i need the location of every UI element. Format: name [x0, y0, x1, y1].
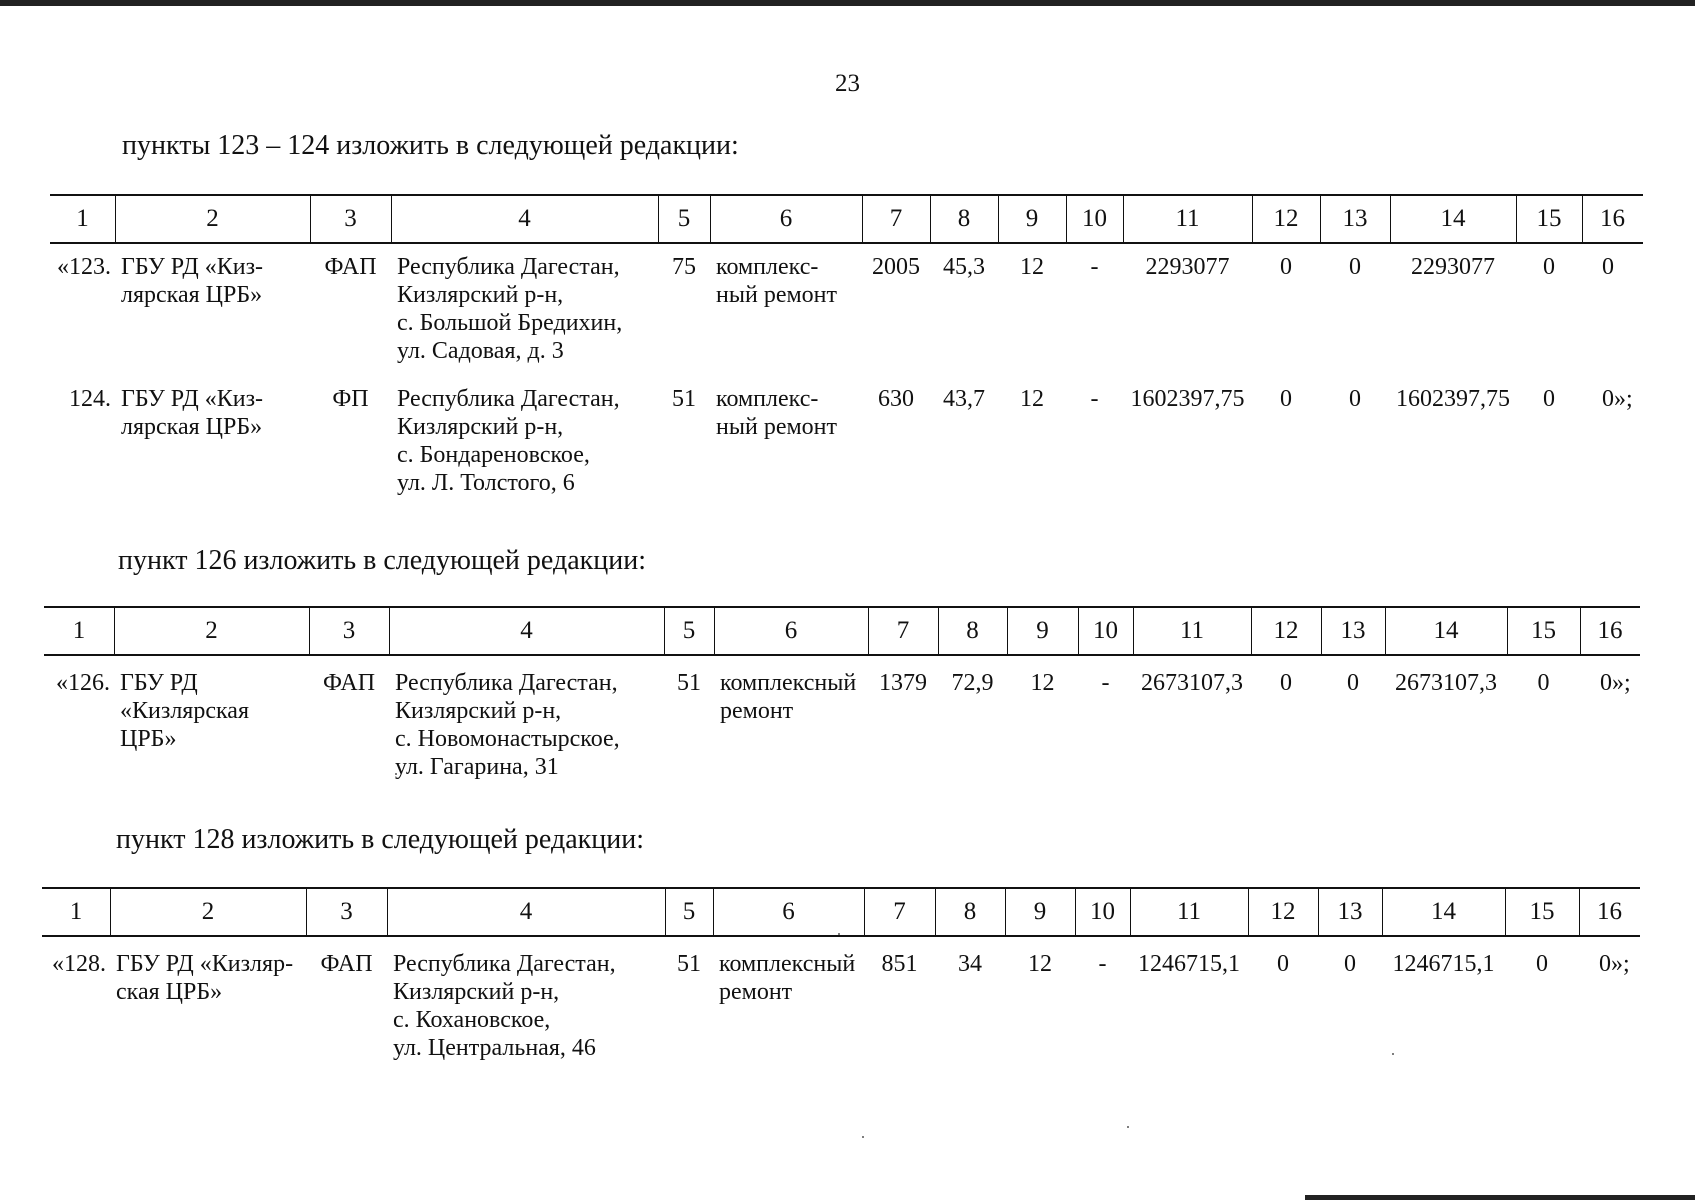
column-header-4: 4 [518, 205, 531, 232]
cell-col-10: - [1090, 254, 1099, 280]
column-header-5: 5 [677, 205, 691, 232]
cell-col-6: комплексный ремонт [719, 951, 856, 1005]
cell-col-2: ГБУ РД «Киз- лярская ЦРБ» [121, 386, 264, 440]
column-header-13: 13 [1337, 898, 1363, 925]
cell-col-9: 12 [1030, 670, 1055, 696]
column-header-5: 5 [682, 898, 696, 925]
cell-col-16: 0 [1602, 254, 1614, 280]
column-header-10: 10 [1090, 898, 1115, 925]
cell-col-16: 0»; [1602, 386, 1633, 412]
cell-col-15: 0 [1537, 670, 1550, 696]
cell-col-3: ФАП [324, 254, 377, 280]
cell-col-8: 72,9 [951, 670, 994, 696]
cell-col-10: - [1090, 386, 1099, 412]
scan-speck [1127, 1126, 1129, 1128]
cell-col-6: комплекс- ный ремонт [716, 254, 837, 308]
column-header-7: 7 [893, 898, 906, 925]
column-header-11: 11 [1179, 617, 1205, 644]
column-header-11: 11 [1176, 898, 1202, 925]
cell-col-9: 12 [1028, 951, 1052, 977]
section-table [44, 607, 1640, 787]
cell-col-15: 0 [1536, 951, 1548, 977]
column-header-16: 16 [1597, 898, 1622, 925]
cell-col-11: 2293077 [1145, 254, 1230, 280]
column-header-6: 6 [779, 205, 793, 232]
cell-col-5: 51 [672, 386, 696, 412]
column-header-12: 12 [1273, 205, 1299, 232]
section-intro: пункт 126 изложить в следующей редакции: [118, 545, 646, 576]
column-header-3: 3 [340, 898, 353, 925]
cell-col-14: 1602397,75 [1396, 386, 1510, 412]
cell-col-5: 75 [672, 254, 696, 280]
cell-col-10: - [1098, 951, 1107, 977]
column-header-5: 5 [682, 617, 696, 644]
cell-col-13: 0 [1349, 386, 1361, 412]
column-header-7: 7 [896, 617, 910, 644]
cell-col-14: 2293077 [1411, 254, 1495, 280]
column-header-3: 3 [342, 617, 356, 644]
scan-bottom-edge [1305, 1195, 1695, 1200]
column-header-14: 14 [1440, 205, 1466, 232]
column-header-10: 10 [1082, 205, 1107, 232]
cell-col-4: Республика Дагестан, Кизлярский р-н, с. Кохановское, ул. Центральная, 46 [393, 951, 616, 1061]
cell-col-14: 1246715,1 [1392, 951, 1495, 977]
cell-col-16: 0»; [1599, 951, 1630, 977]
cell-col-12: 0 [1280, 386, 1292, 412]
cell-col-7: 2005 [872, 254, 920, 280]
cell-col-8: 45,3 [943, 254, 985, 280]
column-header-2: 2 [206, 205, 219, 232]
column-header-4: 4 [520, 617, 533, 644]
column-header-16: 16 [1600, 205, 1625, 232]
section-table [50, 195, 1643, 515]
column-header-7: 7 [889, 205, 903, 232]
column-header-6: 6 [784, 617, 798, 644]
column-header-13: 13 [1340, 617, 1366, 644]
cell-col-5: 51 [677, 670, 701, 696]
cell-col-3: ФАП [322, 670, 376, 696]
column-header-13: 13 [1342, 205, 1368, 232]
cell-col-4: Республика Дагестан, Кизлярский р-н, с. Большой Бредихин, ул. Садовая, д. 3 [397, 254, 623, 364]
cell-col-8: 34 [958, 951, 982, 977]
column-header-3: 3 [344, 205, 357, 232]
column-header-14: 14 [1433, 617, 1459, 644]
cell-col-13: 0 [1347, 670, 1359, 696]
cell-col-1: «126. [56, 670, 110, 696]
cell-col-1: «128. [52, 951, 106, 977]
column-header-2: 2 [205, 617, 218, 644]
cell-col-4: Республика Дагестан, Кизлярский р-н, с. Бондареновское, ул. Л. Толстого, 6 [397, 386, 620, 496]
cell-col-1: 124. [69, 386, 111, 412]
column-header-12: 12 [1273, 617, 1299, 644]
cell-col-12: 0 [1277, 951, 1289, 977]
scan-speck [862, 1136, 864, 1138]
cell-col-7: 1379 [879, 670, 927, 696]
column-header-6: 6 [782, 898, 795, 925]
column-header-15: 15 [1529, 898, 1555, 925]
cell-col-2: ГБУ РД «Киз- лярская ЦРБ» [121, 254, 264, 308]
column-header-8: 8 [957, 205, 971, 232]
cell-col-4: Республика Дагестан, Кизлярский р-н, с. Новомонастырское, ул. Гагарина, 31 [395, 670, 620, 780]
cell-col-14: 2673107,3 [1395, 670, 1497, 696]
cell-col-11: 1602397,75 [1130, 386, 1245, 412]
cell-col-12: 0 [1280, 254, 1292, 280]
cell-col-2: ГБУ РД «Кизлярская ЦРБ» [120, 670, 249, 752]
cell-col-1: «123. [57, 254, 111, 280]
cell-col-12: 0 [1280, 670, 1292, 696]
cell-col-11: 2673107,3 [1141, 670, 1243, 696]
cell-col-11: 1246715,1 [1138, 951, 1240, 977]
column-header-2: 2 [201, 898, 215, 925]
section-table [42, 888, 1640, 1068]
cell-col-13: 0 [1344, 951, 1356, 977]
page-number: 23 [835, 70, 860, 97]
section-intro: пункты 123 – 124 изложить в следующей редакции: [122, 130, 739, 161]
cell-col-7: 851 [881, 951, 918, 977]
cell-col-3: ФП [332, 386, 369, 412]
cell-col-15: 0 [1543, 386, 1555, 412]
column-header-8: 8 [963, 898, 977, 925]
section-intro: пункт 128 изложить в следующей редакции: [116, 824, 644, 855]
column-header-4: 4 [519, 898, 533, 925]
cell-col-8: 43,7 [943, 386, 985, 412]
cell-col-6: комплексный ремонт [720, 670, 857, 724]
column-header-1: 1 [69, 898, 83, 925]
column-header-15: 15 [1536, 205, 1562, 232]
cell-col-5: 51 [677, 951, 701, 977]
column-header-9: 9 [1033, 898, 1047, 925]
column-header-12: 12 [1270, 898, 1296, 925]
cell-col-6: комплекс- ный ремонт [716, 386, 837, 440]
column-header-16: 16 [1597, 617, 1623, 644]
column-header-10: 10 [1093, 617, 1118, 644]
cell-col-10: - [1101, 670, 1110, 696]
column-header-11: 11 [1175, 205, 1200, 232]
cell-col-9: 12 [1020, 254, 1044, 280]
column-header-14: 14 [1431, 898, 1456, 925]
cell-col-15: 0 [1543, 254, 1555, 280]
cell-col-7: 630 [878, 386, 914, 412]
column-header-9: 9 [1025, 205, 1039, 232]
column-header-1: 1 [72, 617, 86, 644]
cell-col-9: 12 [1020, 386, 1044, 412]
cell-col-16: 0»; [1600, 670, 1631, 696]
column-header-8: 8 [966, 617, 979, 644]
column-header-9: 9 [1036, 617, 1049, 644]
cell-col-13: 0 [1349, 254, 1361, 280]
column-header-15: 15 [1531, 617, 1556, 644]
scan-top-edge [0, 0, 1695, 6]
cell-col-3: ФАП [320, 951, 373, 977]
cell-col-2: ГБУ РД «Кизляр- ская ЦРБ» [116, 951, 294, 1005]
column-header-1: 1 [76, 205, 89, 232]
